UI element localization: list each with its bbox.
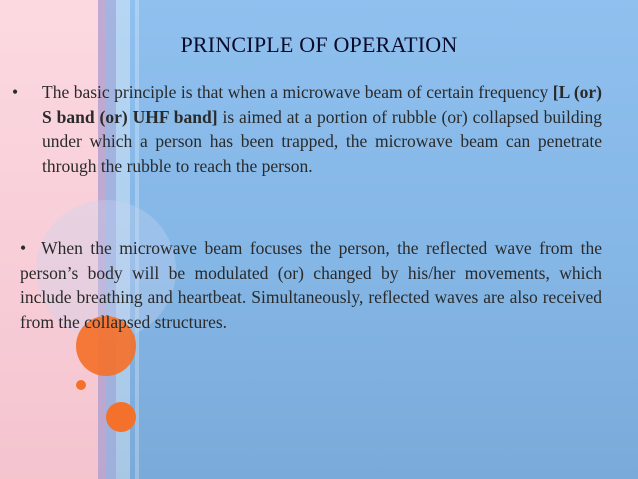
bullet1-bold-bands: [L (or) S band (or) UHF band] <box>42 82 602 127</box>
bullet-paragraph-2 <box>20 236 602 334</box>
bullet2-text: When the microwave beam focuses the person, the reflected wave from the person’s body will be modulated (or) changed by his/her movements, which include breathing and heartbeat. Simultaneously, reflected waves are also received from the collapsed structures. <box>20 238 603 332</box>
bullet-paragraph-1 <box>12 80 602 178</box>
decor-circle-medium <box>106 402 136 432</box>
bullet1-text-start: The basic principle is that when a microwave beam of certain frequency <box>42 82 553 102</box>
bullet-icon: • <box>12 82 19 102</box>
decor-circle-small <box>76 380 86 390</box>
slide-title: PRINCIPLE OF OPERATION <box>180 32 458 57</box>
bullet-icon: • <box>20 238 27 258</box>
bullet1-text-end: is aimed at a portion of rubble (or) collapsed building under which a person has been trapped, the microwave beam can penetrate through the rubble to reach the person. <box>42 106 602 176</box>
